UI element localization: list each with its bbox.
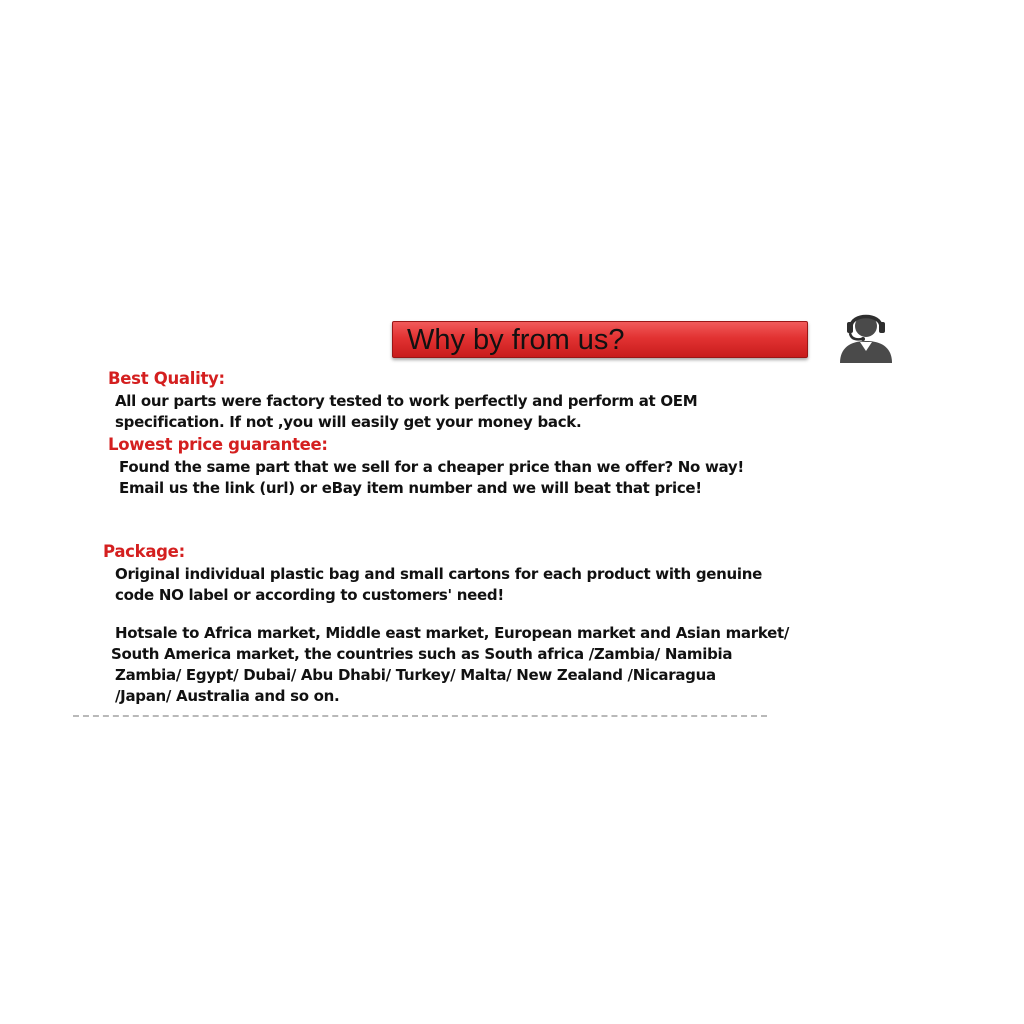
best-quality-line-2: specification. If not ,you will easily get your money back.: [115, 413, 582, 431]
why-buy-banner: [392, 321, 808, 358]
lowest-price-line-1: Found the same part that we sell for a cheaper price than we offer? No way!: [119, 458, 744, 476]
lowest-price-heading: Lowest price guarantee:: [108, 435, 328, 454]
customer-support-headset-icon: [836, 306, 896, 364]
package-line-2: code NO label or according to customers' need!: [115, 586, 504, 604]
markets-line-1: Hotsale to Africa market, Middle east market, European market and Asian market/: [115, 624, 790, 642]
package-line-1: Original individual plastic bag and small cartons for each product with genuine: [115, 565, 763, 583]
banner-title: Why by from us?: [407, 324, 625, 356]
markets-line-4: /Japan/ Australia and so on.: [115, 687, 340, 705]
best-quality-heading: Best Quality:: [108, 369, 225, 388]
lowest-price-line-2: Email us the link (url) or eBay item number and we will beat that price!: [119, 479, 702, 497]
markets-line-3: Zambia/ Egypt/ Dubai/ Abu Dhabi/ Turkey/ Malta/ New Zealand /Nicaragua: [115, 666, 716, 684]
dashed-divider: [73, 715, 767, 717]
package-heading: Package:: [103, 542, 185, 561]
markets-line-2: South America market, the countries such as South africa /Zambia/ Namibia: [111, 645, 733, 663]
best-quality-line-1: All our parts were factory tested to work perfectly and perform at OEM: [115, 392, 698, 410]
